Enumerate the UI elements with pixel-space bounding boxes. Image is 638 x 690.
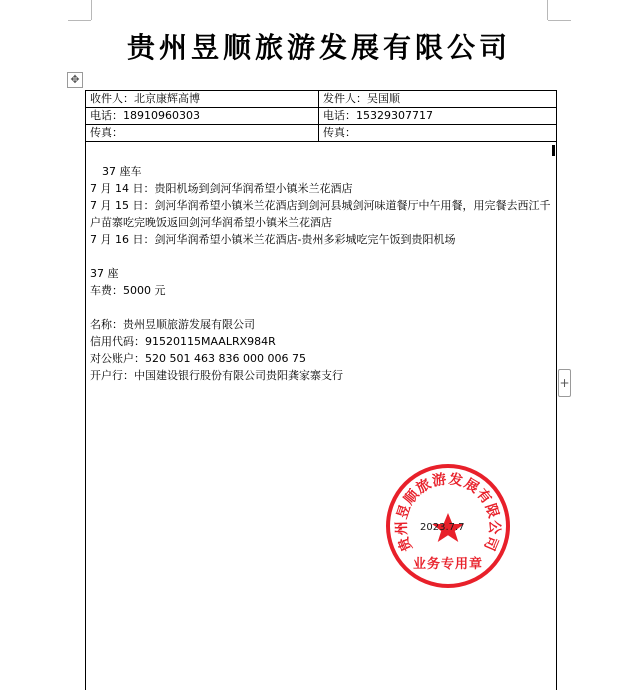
receiver-phone-cell[interactable]: [86, 108, 319, 125]
itinerary-date: 7 月 14 日：: [90, 182, 155, 195]
sender-value: 吴国顺: [367, 92, 400, 105]
itinerary-text: 贵阳机场到剑河华润希望小镇米兰花酒店: [154, 182, 353, 195]
fax-label: 传真：: [323, 126, 356, 139]
seats-line: 37 座: [90, 267, 119, 280]
fee-value: 5000 元: [123, 284, 166, 297]
receiver-label: 收件人：: [90, 92, 134, 105]
receiver-fax-cell[interactable]: [86, 125, 319, 142]
fax-label: 传真：: [90, 126, 123, 139]
sender-phone-value: 15329307717: [356, 109, 433, 122]
itinerary-text: 剑河华润希望小镇米兰花酒店-贵州多彩城吃完午饭到贵阳机场: [154, 233, 456, 246]
account-value: 520 501 463 836 000 006 75: [145, 352, 306, 365]
company-name-line: [90, 316, 552, 333]
document-body[interactable]: [90, 163, 552, 384]
sender-fax-cell[interactable]: [319, 125, 557, 142]
credit-code-label: 信用代码：: [90, 335, 145, 348]
receiver-value: 北京康辉高博: [134, 92, 200, 105]
add-row-plus-icon[interactable]: +: [558, 369, 571, 397]
crop-mark-top-right-v: [547, 0, 548, 20]
sender-label: 发件人：: [323, 92, 367, 105]
account-label: 对公账户：: [90, 352, 145, 365]
text-cursor: [552, 145, 555, 156]
phone-label: 电话：: [90, 109, 123, 122]
itinerary-date: 7 月 16 日：: [90, 233, 155, 246]
sender-phone-cell[interactable]: [319, 108, 557, 125]
seal-date: 2023.7.7: [420, 522, 465, 533]
table-row: [86, 125, 557, 142]
seal-purpose: 业务专用章: [412, 557, 484, 572]
vehicle-line: 37 座车: [102, 165, 142, 178]
crop-mark-top-right-h: [548, 20, 571, 21]
itinerary-text: 剑河华润希望小镇米兰花酒店到剑河县城剑河味道餐厅中午用餐，用完餐去西江千户苗寨吃完晚饭返回剑河华润希望小镇米兰花酒店: [90, 199, 551, 229]
table-row: [86, 108, 557, 125]
crop-mark-top-left-v: [91, 0, 92, 20]
sender-cell[interactable]: [319, 91, 557, 108]
receiver-cell[interactable]: [86, 91, 319, 108]
document-title: 贵州昱顺旅游发展有限公司: [126, 31, 511, 64]
fee-label: 车费：: [90, 284, 123, 297]
table-row: [86, 91, 557, 108]
fee-line: [90, 282, 552, 299]
bank-label: 开户行：: [90, 369, 134, 382]
credit-code-value: 91520115MAALRX984R: [145, 335, 276, 348]
seal-company-arc: 贵州昱顺旅游发展有限公司: [393, 471, 503, 554]
receiver-phone-value: 18910960303: [123, 109, 200, 122]
company-name-label: 名称：: [90, 318, 123, 331]
credit-code-line: [90, 333, 552, 350]
table-move-handle-icon[interactable]: ✥: [67, 72, 83, 88]
crop-mark-top-left-h: [68, 20, 91, 21]
header-table: [85, 90, 557, 142]
bank-line: [90, 367, 552, 384]
itinerary-date: 7 月 15 日：: [90, 199, 155, 212]
itinerary-item: [90, 197, 552, 231]
account-line: [90, 350, 552, 367]
phone-label: 电话：: [323, 109, 356, 122]
bank-value: 中国建设银行股份有限公司贵阳龚家寨支行: [134, 369, 343, 382]
company-name-value: 贵州昱顺旅游发展有限公司: [123, 318, 255, 331]
itinerary-item: [90, 231, 552, 248]
itinerary-item: [90, 180, 552, 197]
